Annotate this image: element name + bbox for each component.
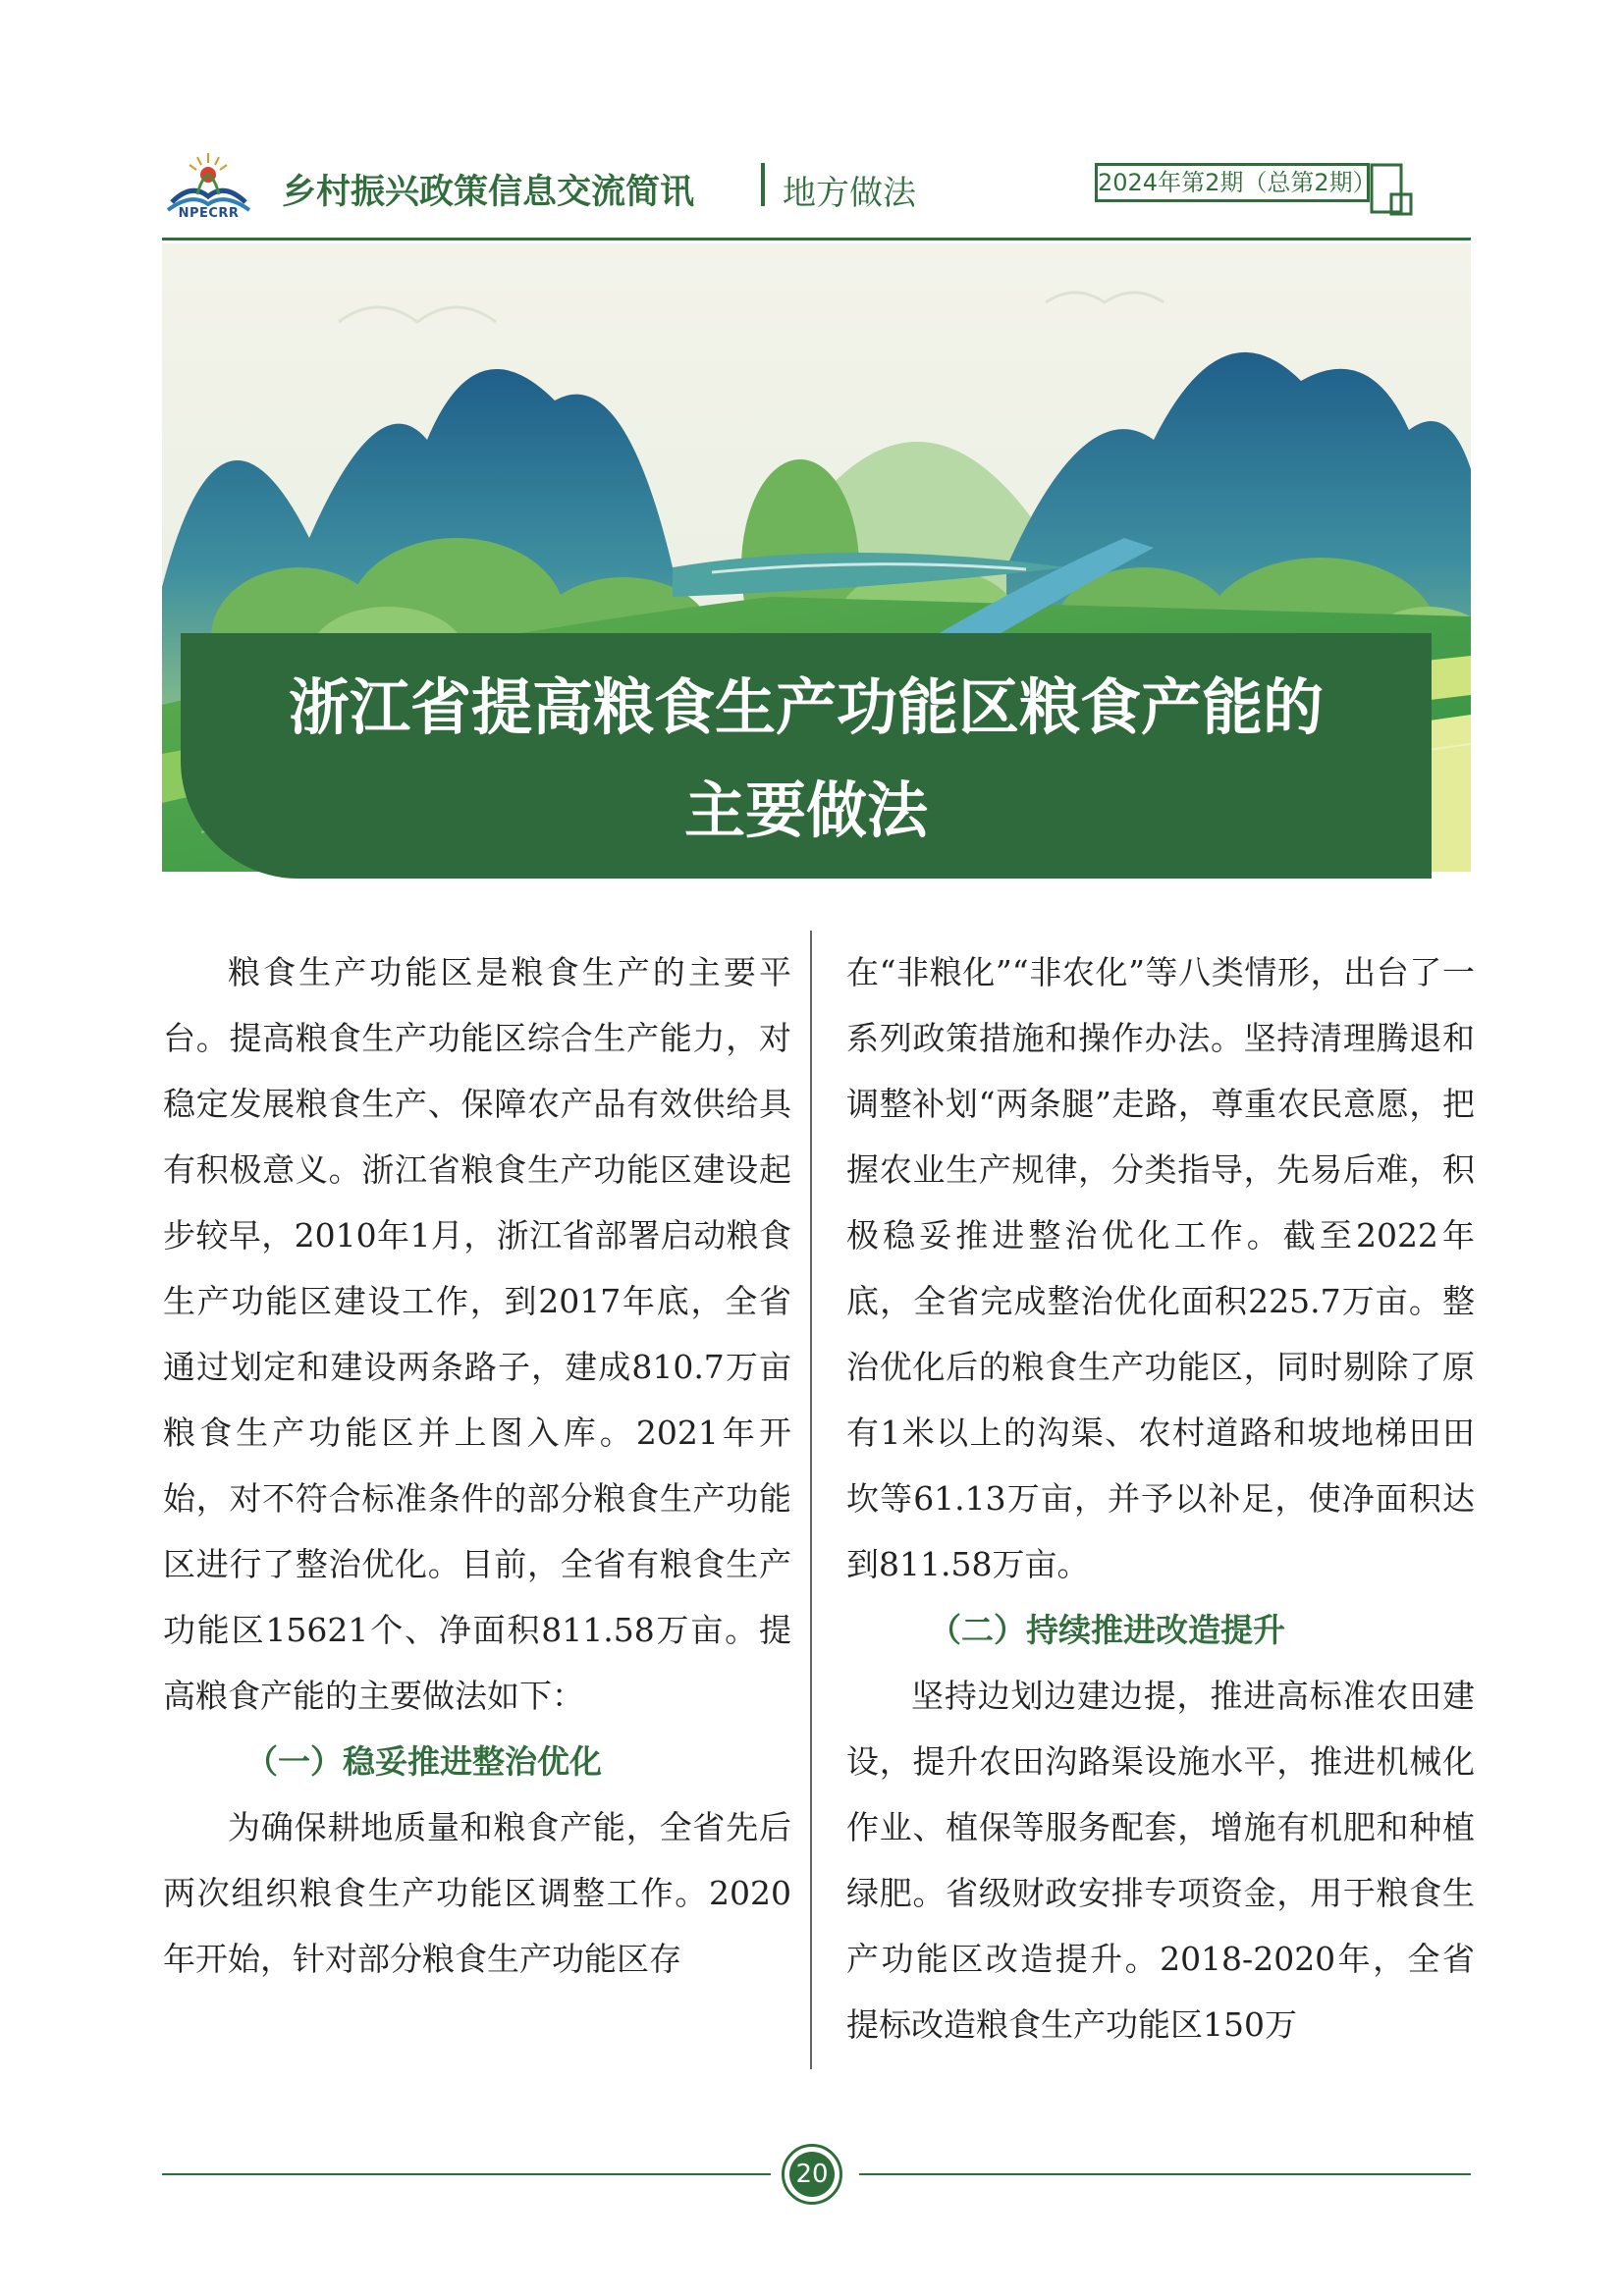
footer-rule-left — [162, 2173, 771, 2175]
section-heading-2: （二）持续推进改造提升 — [929, 1611, 1285, 1649]
left-column — [163, 939, 791, 1992]
header-divider — [761, 163, 765, 206]
corner-decoration-icon — [1370, 151, 1438, 220]
footer-rule-right — [859, 2173, 1471, 2175]
issue-label: 2024年第2期（总第2期） — [1095, 163, 1370, 202]
paragraph: 坚持边划边建边提，推进高标准农田建设，提升农田沟路渠设施水平，推进机械化作业、植保等服务配套，增施有机肥和种植绿肥。省级财政安排专项资金，用于粮食生产功能区改造提升。2018-2020年，全省提标改造粮食生产功能区150万 — [846, 1677, 1475, 2044]
title-line-1: 浙江省提高粮食生产功能区粮食产能的 — [288, 671, 1324, 743]
page-number: 20 — [789, 2152, 835, 2197]
article-title — [181, 656, 1432, 862]
column-divider — [810, 931, 812, 2069]
header-rule — [162, 238, 1471, 240]
journal-title: 乡村振兴政策信息交流简讯 — [282, 173, 695, 212]
paragraph: 粮食生产功能区是粮食生产的主要平台。提高粮食生产功能区综合生产能力，对稳定发展粮食生产、保障农产品有效供给具有积极意义。浙江省粮食生产功能区建设起步较早，2010年1月，浙江省部署启动粮食生产功能区建设工作，到2017年底，全省通过划定和建设两条路子，建成810.7万亩粮食生产功能区并上图入库。2021年开始，对不符合标准条件的部分粮食生产功能区进行了整治优化。目前，全省有粮食生产功能区15621个、净面积811.58万亩。提高粮食产能的主要做法如下： — [163, 953, 791, 1715]
page-header — [162, 137, 1471, 245]
paragraph: 为确保耕地质量和粮食产能，全省先后两次组织粮食生产功能区调整工作。2020年开始，针对部分粮食生产功能区存 — [163, 1808, 791, 1978]
title-line-2: 主要做法 — [683, 774, 928, 846]
section-name: 地方做法 — [783, 174, 916, 213]
section-heading-1: （一）稳妥推进整治优化 — [245, 1742, 602, 1781]
logo-text: NPECRR — [178, 206, 240, 221]
paragraph: 在“非粮化”“非农化”等八类情形，出台了一系列政策措施和操作办法。坚持清理腾退和调整补划“两条腿”走路，尊重农民意愿，把握农业生产规律，分类指导，先易后难，积极稳妥推进整治优化工作。截至2022年底，全省完成整治优化面积225.7万亩。整治优化后的粮食生产功能区，同时剔除了原有1米以上的沟渠、农村道路和坡地梯田田坎等61.13万亩，并予以补足，使净面积达到811.58万亩。 — [846, 953, 1475, 1583]
page-number-badge — [782, 2144, 842, 2205]
right-column — [846, 939, 1475, 2057]
